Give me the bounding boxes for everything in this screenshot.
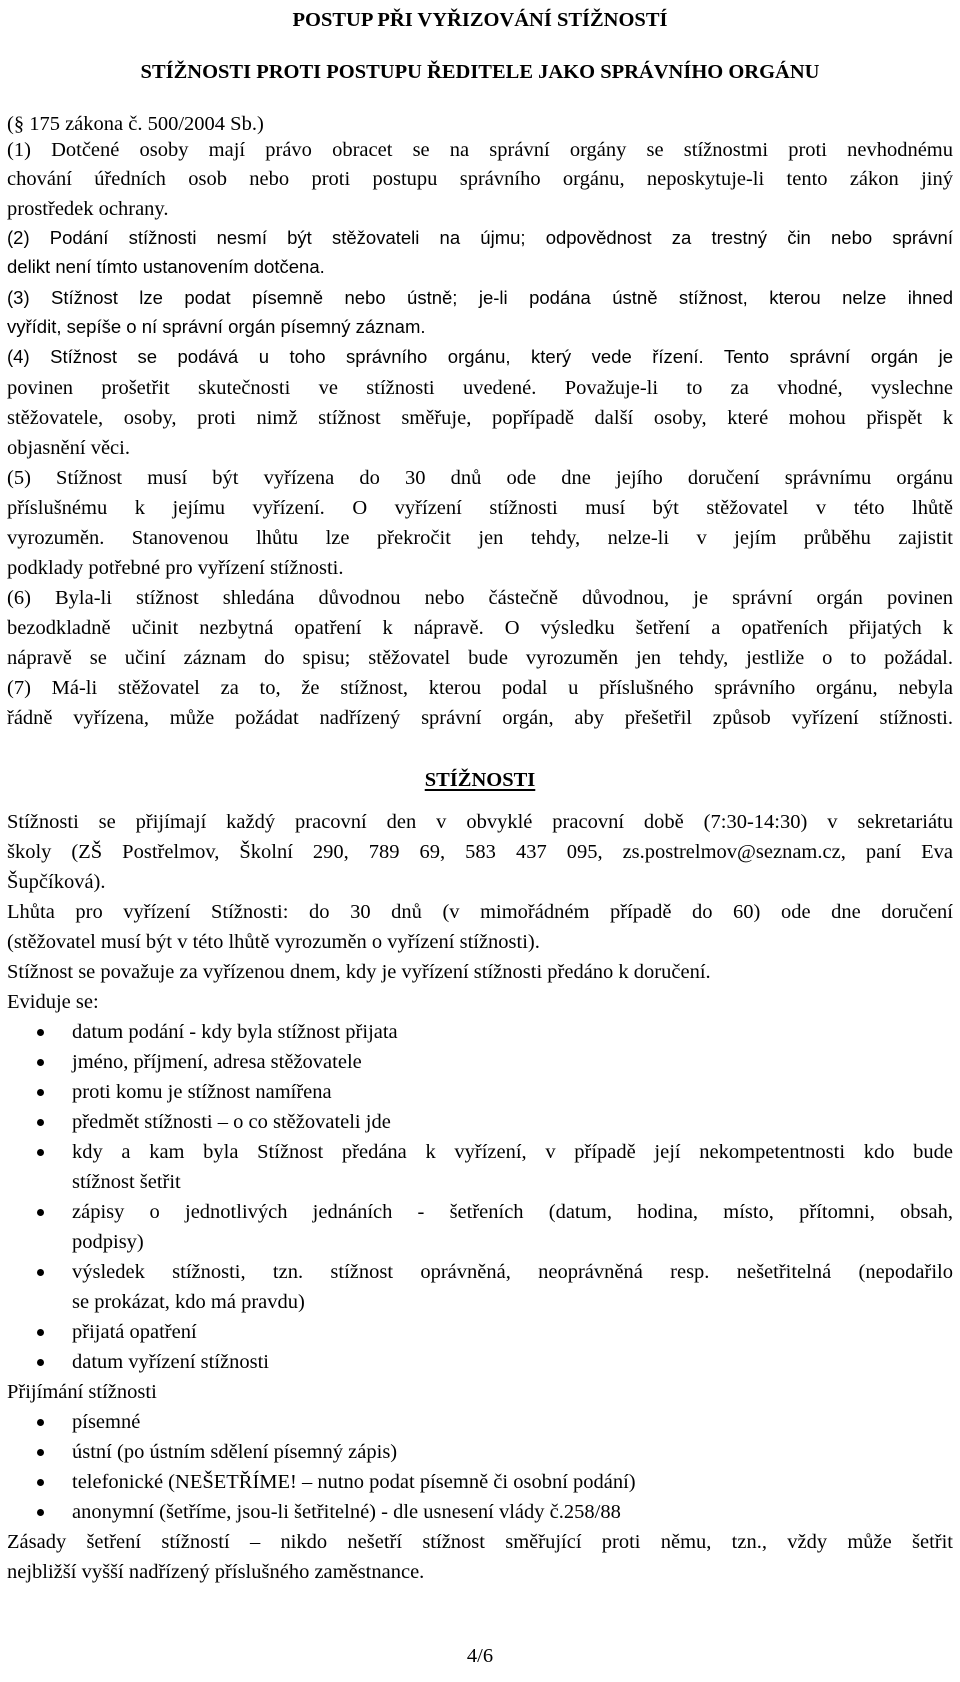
intro-line: Stížnosti se přijímají každý pracovní den v obvyklé pracovní době (7:30-14:30) v sekretariátu: [7, 811, 953, 833]
list-item: kdy a kam byla Stížnost předána k vyřízení, v případě její nekompetentnosti kdo bude: [72, 1141, 953, 1163]
bullet-icon: [37, 1059, 44, 1066]
bullet-icon: [37, 1359, 44, 1366]
law-line: nápravě se učiní záznam do spisu; stěžovatel bude vyrozuměn jen tehdy, jestliže o to požádal.: [7, 647, 953, 669]
bullet-icon: [37, 1509, 44, 1516]
bullet-icon: [37, 1329, 44, 1336]
list-item: ústní (po ústním sdělení písemný zápis): [72, 1441, 398, 1463]
list-item-continuation: stížnost šetřit: [72, 1171, 181, 1193]
list-item: datum vyřízení stížnosti: [72, 1351, 269, 1373]
intro-line: Lhůta pro vyřízení Stížnosti: do 30 dnů (v mimořádném případě do 60) ode dne doručení: [7, 901, 953, 923]
law-line: podklady potřebné pro vyřízení stížnosti.: [7, 557, 344, 579]
bullet-icon: [37, 1119, 44, 1126]
intro-line: školy (ZŠ Postřelmov, Školní 290, 789 69, 583 437 095, zs.postrelmov@seznam.cz, paní Eva: [7, 841, 953, 863]
bullet-icon: [37, 1029, 44, 1036]
law-line: (6) Byla-li stížnost shledána důvodnou nebo částečně důvodnou, je správní orgán povinen: [7, 587, 953, 609]
list-item-continuation: se prokázat, kdo má pravdu): [72, 1291, 305, 1313]
list-item: přijatá opatření: [72, 1321, 197, 1343]
bullet-icon: [37, 1089, 44, 1096]
law-reference: (§ 175 zákona č. 500/2004 Sb.): [7, 113, 264, 135]
list-item-continuation: podpisy): [72, 1231, 144, 1253]
law-line: příslušnému k jejímu vyřízení. O vyřízení stížnosti musí být stěžovatel v této lhůtě: [7, 497, 953, 519]
law-line: (3) Stížnost lze podat písemně nebo ústně; je-li podána ústně stížnost, kterou nelze ihned: [7, 287, 953, 308]
document-subtitle: STÍŽNOSTI PROTI POSTUPU ŘEDITELE JAKO SPRÁVNÍHO ORGÁNU: [140, 61, 820, 83]
bullet-icon: [37, 1149, 44, 1156]
law-line: prostředek ochrany.: [7, 198, 169, 220]
law-line: chování úředních osob nebo proti postupu správního orgánu, neposkytuje-li tento zákon jiný: [7, 168, 953, 190]
list-item: předmět stížnosti – o co stěžovateli jde: [72, 1111, 391, 1133]
law-line: delikt není tímto ustanovením dotčena.: [7, 256, 325, 277]
list-item: telefonické (NEŠETŘÍME! – nutno podat písemně či osobní podání): [72, 1471, 636, 1493]
evidence-label: Eviduje se:: [7, 991, 99, 1013]
intro-line: Stížnost se považuje za vyřízenou dnem, kdy je vyřízení stížnosti předáno k doručení.: [7, 961, 711, 983]
bullet-icon: [37, 1479, 44, 1486]
list-item: zápisy o jednotlivých jednáních - šetřeních (datum, hodina, místo, přítomni, obsah,: [72, 1201, 953, 1223]
list-item: anonymní (šetříme, jsou-li šetřitelné) - dle usnesení vlády č.258/88: [72, 1501, 621, 1523]
law-line: (7) Má-li stěžovatel za to, že stížnost, kterou podal u příslušného správního orgánu, nebyla: [7, 677, 953, 699]
intro-line: (stěžovatel musí být v této lhůtě vyrozuměn o vyřízení stížnosti).: [7, 931, 540, 953]
document-title: POSTUP PŘI VYŘIZOVÁNÍ STÍŽNOSTÍ: [292, 9, 668, 31]
bullet-icon: [37, 1269, 44, 1276]
law-line: vyřídit, sepíše o ní správní orgán písemný záznam.: [7, 316, 426, 337]
law-line: (1) Dotčené osoby mají právo obracet se na správní orgány se stížnostmi proti nevhodnému: [7, 139, 953, 161]
bullet-icon: [37, 1449, 44, 1456]
principles-line: nejbližší vyšší nadřízený příslušného zaměstnance.: [7, 1561, 425, 1583]
law-line: (4) Stížnost se podává u toho správního orgánu, který vede řízení. Tento správní orgán je: [7, 346, 953, 367]
law-line: objasnění věci.: [7, 437, 130, 459]
law-line: stěžovatele, osoby, proti nimž stížnost směřuje, popřípadě další osoby, které mohou přispět k: [7, 407, 953, 429]
list-item: jméno, příjmení, adresa stěžovatele: [72, 1051, 362, 1073]
principles-line: Zásady šetření stížností – nikdo nešetří stížnost směřující proti němu, tzn., vždy může šetřit: [7, 1531, 953, 1553]
receipt-label: Přijímání stížnosti: [7, 1381, 157, 1403]
bullet-icon: [37, 1209, 44, 1216]
list-item: proti komu je stížnost namířena: [72, 1081, 332, 1103]
law-line: vyrozuměn. Stanovenou lhůtu lze překročit jen tehdy, nelze-li v jejím průběhu zajistit: [7, 527, 953, 549]
page-number: 4/6: [466, 1645, 494, 1667]
intro-line: Šupčíková).: [7, 871, 106, 893]
law-line: povinen prošetřit skutečnosti ve stížnosti uvedené. Považuje-li to za vhodné, vyslechne: [7, 377, 953, 399]
law-line: (2) Podání stížnosti nesmí být stěžovateli na újmu; odpovědnost za trestný čin nebo správní: [7, 227, 953, 248]
law-line: bezodkladně učinit nezbytná opatření k nápravě. O výsledku šetření a opatřeních přijatých k: [7, 617, 953, 639]
section-heading: STÍŽNOSTI: [424, 769, 536, 791]
list-item: výsledek stížnosti, tzn. stížnost oprávněná, neoprávněná resp. nešetřitelná (nepodařilo: [72, 1261, 953, 1283]
law-line: řádně vyřízena, může požádat nadřízený správní orgán, aby přešetřil způsob vyřízení stížnosti.: [7, 707, 953, 729]
bullet-icon: [37, 1419, 44, 1426]
list-item: písemné: [72, 1411, 141, 1433]
law-line: (5) Stížnost musí být vyřízena do 30 dnů ode dne jejího doručení správnímu orgánu: [7, 467, 953, 489]
list-item: datum podání - kdy byla stížnost přijata: [72, 1021, 398, 1043]
